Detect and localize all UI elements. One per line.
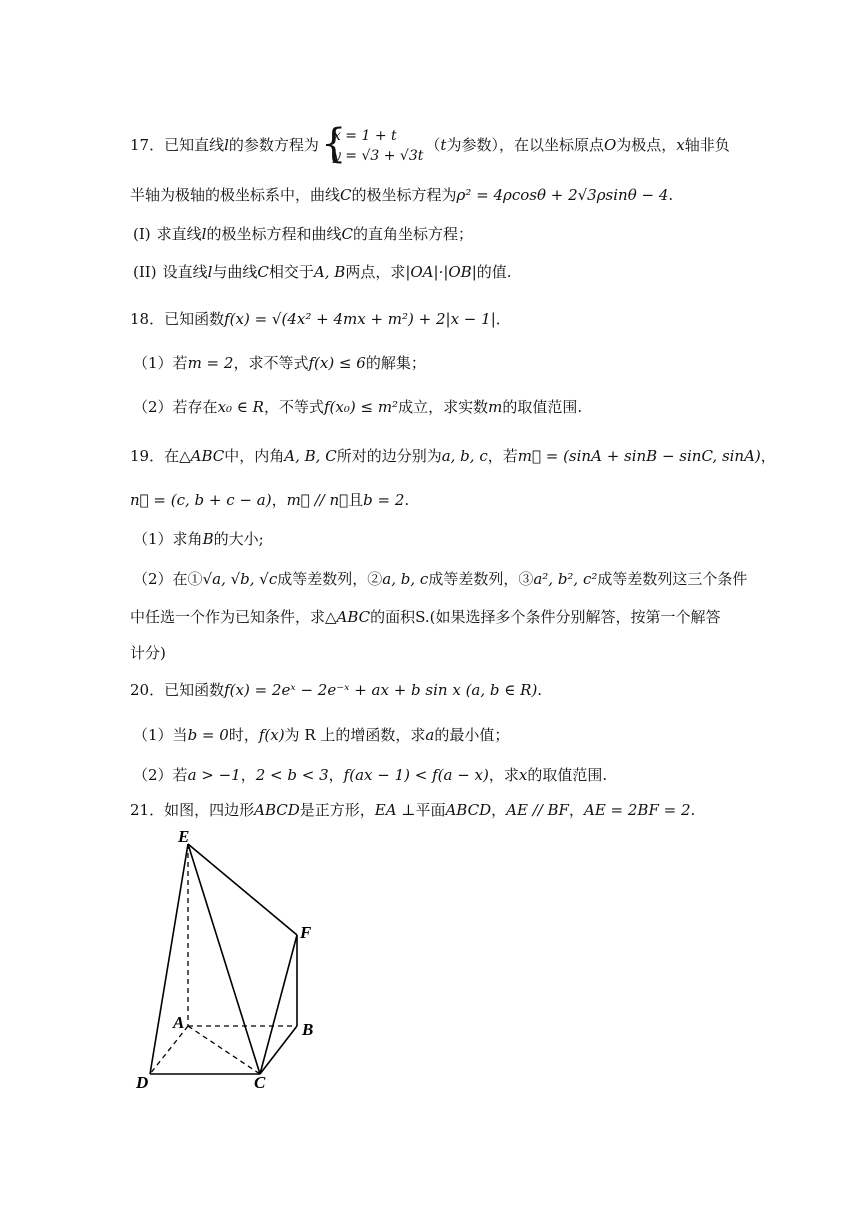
- q21-text: .: [690, 801, 696, 819]
- q20-text: ，: [240, 766, 256, 784]
- q20-text: 的取值范围.: [527, 766, 608, 784]
- condition-3: a², b², c²: [533, 570, 598, 588]
- q19-number: 19．: [130, 447, 165, 465]
- q18-text: 成立，求实数: [398, 398, 489, 416]
- q17-text: 的极坐标方程为: [351, 186, 457, 204]
- q17-var: t: [440, 136, 447, 154]
- q21-math: EA ⊥: [374, 801, 416, 819]
- q20-text: 已知函数: [164, 681, 225, 699]
- q19-math: m⃗ // n⃗: [286, 491, 349, 509]
- q18-text: ，不等式: [263, 398, 324, 416]
- q20-line1: [130, 680, 542, 700]
- q21-text: 是正方形，: [299, 801, 375, 819]
- q20-math: f(x): [258, 726, 285, 744]
- q19-math: △ABC: [325, 608, 371, 626]
- q18-math: f(x) ≤ 6: [308, 354, 366, 372]
- geometry-figure: [130, 822, 330, 1096]
- q17-var: C: [340, 186, 352, 204]
- q18-text: 若存在: [172, 398, 218, 416]
- q18-part1: [133, 353, 426, 373]
- part-label: （2）: [133, 398, 173, 416]
- q19-math: △ABC: [179, 447, 225, 465]
- part-label: (II): [133, 263, 157, 281]
- q21-text: ，: [491, 801, 507, 819]
- q18-math: x₀ ∈ R: [217, 398, 264, 416]
- q17-text: （: [425, 136, 441, 154]
- q21-line1: [130, 800, 695, 820]
- q19-line4: [130, 607, 721, 627]
- q17-var: O: [603, 136, 617, 154]
- q17-text: 求直线: [156, 225, 202, 243]
- q17-var: x: [676, 136, 685, 154]
- edge-FC: [260, 935, 297, 1074]
- q20-part1: [133, 725, 509, 745]
- q20-math: f(ax − 1) < f(a − x): [343, 766, 489, 784]
- q19-text: 成等差数列，②: [277, 570, 383, 588]
- q17-text: 的参数方程为: [228, 136, 319, 154]
- q19-text: 所对的边分别为: [336, 447, 442, 465]
- brace-icon: {: [320, 121, 347, 167]
- q17-var: l: [224, 136, 229, 154]
- q20-math: x: [518, 766, 528, 784]
- q19-text: ，: [271, 491, 287, 509]
- part-label: (I): [133, 225, 151, 243]
- q20-number: 20．: [130, 681, 165, 699]
- q17-text: 相交于: [268, 263, 314, 281]
- q17-text: 的值.: [476, 263, 512, 281]
- q20-part2: [133, 765, 607, 785]
- q17-var: l: [201, 225, 207, 243]
- vertex-label-B: B: [302, 1020, 314, 1039]
- edge-BC: [260, 1026, 297, 1074]
- q19-math: B: [202, 530, 214, 548]
- q19-line2: [130, 490, 409, 510]
- q17-line2: [130, 185, 673, 205]
- q19-line1: [130, 446, 776, 466]
- q17-text: 两点，求: [345, 263, 406, 281]
- q17-var: C: [341, 225, 353, 243]
- q19-math: b = 2: [363, 491, 405, 509]
- condition-1: √a, √b, √c: [202, 570, 278, 588]
- vertex-label-F: F: [300, 923, 312, 942]
- q20-math: a: [425, 726, 435, 744]
- q19-text: 中，内角: [224, 447, 285, 465]
- part-label: （2）: [133, 766, 173, 784]
- vertex-label-C: C: [254, 1073, 266, 1092]
- q17-text: 与曲线: [212, 263, 258, 281]
- q17-text: 为参数），在以坐标原点: [446, 136, 604, 154]
- function-formula: f(x) = 2eˣ − 2e⁻ˣ + ax + b sin x (a, b ∈ R): [224, 681, 538, 699]
- edge-EC: [188, 844, 260, 1074]
- q17-var: C: [257, 263, 269, 281]
- q21-math: ABCD: [445, 801, 492, 819]
- vertex-label-A: A: [173, 1013, 185, 1032]
- vertex-label-D: D: [136, 1073, 149, 1092]
- q19-text: 且: [348, 491, 364, 509]
- q18-number: 18．: [130, 310, 165, 328]
- q20-math: 2 < b < 3: [255, 766, 329, 784]
- vector-n: n⃗ = (c, b + c − a): [130, 491, 272, 509]
- q21-math: AE = 2BF = 2: [583, 801, 691, 819]
- q18-math: m = 2: [187, 354, 234, 372]
- q19-text: .: [404, 491, 410, 509]
- q20-text: 时，: [228, 726, 259, 744]
- q19-math: a, b, c: [441, 447, 488, 465]
- q19-text: 在①: [172, 570, 203, 588]
- q17-line1: [130, 121, 730, 167]
- condition-2: a, b, c: [382, 570, 429, 588]
- q19-text: 成等差数列，③: [428, 570, 534, 588]
- edge-AC-hidden: [188, 1026, 260, 1074]
- q20-text: 的最小值；: [434, 726, 510, 744]
- function-formula: f(x) = √(4x² + 4mx + m²) + 2|x − 1|: [224, 310, 496, 328]
- q19-part1: [133, 529, 264, 549]
- q17-text: 轴非负: [684, 136, 730, 154]
- q18-line1: [130, 309, 511, 329]
- q19-text: 求角: [172, 530, 203, 548]
- q18-text: 的解集；: [365, 354, 426, 372]
- q18-text: 已知函数: [164, 310, 225, 328]
- q19-text: 计分): [130, 644, 166, 662]
- q20-math: b = 0: [187, 726, 229, 744]
- q17-text: 半轴为极轴的极坐标系中，曲线: [130, 186, 341, 204]
- q19-text: 的面积S.(如果选择多个条件分别解答，按第一个解答: [370, 608, 721, 626]
- q19-text: 成等差数列这三个条件: [597, 570, 748, 588]
- q17-part1: [133, 224, 473, 244]
- vertex-label-E: E: [178, 827, 190, 846]
- distance-product: |OA|·|OB|: [405, 263, 477, 281]
- q17-text: 已知直线: [164, 136, 225, 154]
- q17-text: 的极坐标方程和曲线: [206, 225, 342, 243]
- q21-math: ABCD: [254, 801, 300, 819]
- q21-text: 如图，四边形: [164, 801, 255, 819]
- q19-line5: [130, 643, 166, 663]
- edge-EF: [188, 844, 297, 935]
- q17-text: .: [668, 186, 674, 204]
- q20-text: 当: [172, 726, 188, 744]
- param-y: y = √3 + √3t: [332, 148, 424, 164]
- q18-text: 若: [172, 354, 188, 372]
- q17-text: 设直线: [162, 263, 208, 281]
- q19-text: 在: [164, 447, 180, 465]
- q17-text: 为极点，: [616, 136, 677, 154]
- q18-part2: [133, 397, 582, 417]
- q20-text: 为 R 上的增函数，求: [284, 726, 426, 744]
- parametric-system: [320, 121, 424, 167]
- q17-number: 17．: [130, 136, 165, 154]
- q18-text: ．: [495, 310, 511, 328]
- q17-text: 的直角坐标方程；: [352, 225, 473, 243]
- q19-text: 的大小;: [213, 530, 264, 548]
- param-x: x = 1 + t: [332, 128, 397, 144]
- edge-ED: [150, 844, 188, 1074]
- polar-equation: ρ² = 4ρcosθ + 2√3ρsinθ − 4: [456, 186, 669, 204]
- q19-text: 中任选一个作为已知条件，求: [130, 608, 326, 626]
- q20-text: ，求: [488, 766, 519, 784]
- part-label: （1）: [133, 530, 173, 548]
- part-label: （1）: [133, 354, 173, 372]
- q17-var: l: [207, 263, 213, 281]
- q21-number: 21．: [130, 801, 165, 819]
- q18-math: f(x₀) ≤ m²: [323, 398, 399, 416]
- q20-text: .: [537, 681, 543, 699]
- q19-part2: [133, 569, 747, 589]
- q19-text: ，若: [487, 447, 518, 465]
- q18-text: ，求不等式: [233, 354, 309, 372]
- solid-diagram: [130, 822, 330, 1092]
- q20-text: ，: [328, 766, 344, 784]
- q21-text: ，: [568, 801, 584, 819]
- q20-text: 若: [172, 766, 188, 784]
- q18-math: m: [488, 398, 503, 416]
- q21-text: 平面: [415, 801, 446, 819]
- q17-var: A, B: [313, 263, 346, 281]
- edge-AD-hidden: [150, 1026, 188, 1074]
- part-label: （2）: [133, 570, 173, 588]
- q20-math: a > −1: [187, 766, 241, 784]
- vector-m: m⃗ = (sinA + sinB − sinC, sinA): [517, 447, 761, 465]
- q17-part2: [133, 262, 512, 282]
- q18-text: 的取值范围.: [502, 398, 583, 416]
- q19-math: A, B, C: [284, 447, 337, 465]
- q21-math: AE // BF: [506, 801, 569, 819]
- part-label: （1）: [133, 726, 173, 744]
- q19-text: ，: [760, 447, 776, 465]
